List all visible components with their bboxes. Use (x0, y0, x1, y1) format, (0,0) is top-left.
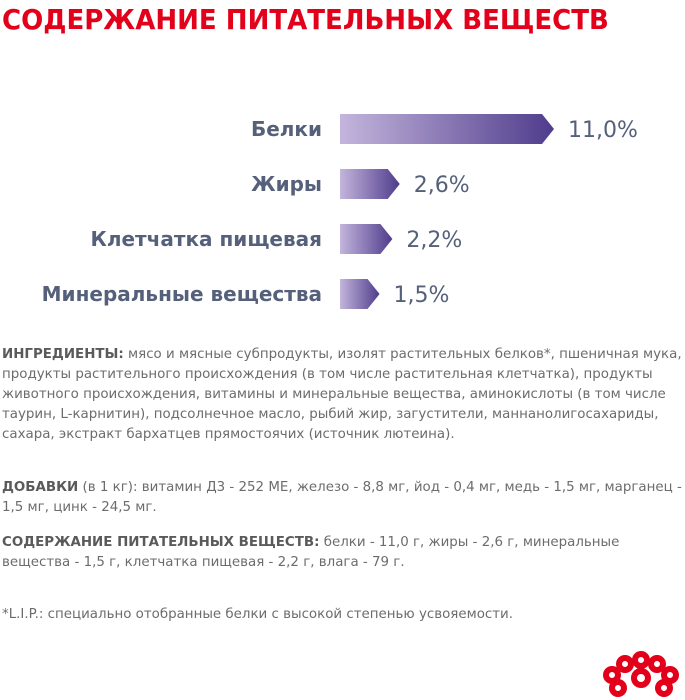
nutrients-label: СОДЕРЖАНИЕ ПИТАТЕЛЬНЫХ ВЕЩЕСТВ: (2, 535, 320, 550)
nutrients-paragraph (2, 533, 682, 573)
ingredients-text: мясо и мясные субпродукты, изолят растительных белков*, пшеничная мука, продукты растительного происхождения (в том числе растительная клетчатка), продукты животного происхождения, витамины и минеральные вещества, аминокислоты (в том числе таурин, L-карнитин), подсолнечное масло, рыбий жир, загустители, маннанолигосахариды, сахара, экстракт бархатцев прямостоячих (источник лютеина). (2, 347, 682, 442)
additives-label: ДОБАВКИ (2, 480, 79, 495)
ingredients-label: ИНГРЕДИЕНТЫ: (2, 347, 124, 362)
value-label: 11,0% (568, 118, 638, 143)
page-title: СОДЕРЖАНИЕ ПИТАТЕЛЬНЫХ ВЕЩЕСТВ (2, 3, 609, 36)
category-label: Белки (250, 117, 322, 141)
bar (340, 169, 400, 199)
ingredients-paragraph (2, 345, 682, 445)
additives-text: витамин Д3 - 252 МЕ, железо - 8,8 мг, йод - 0,4 мг, медь - 1,5 мг, марганец - 1,5 мг, цинк - 24,5 мг. (2, 480, 682, 515)
footnote: *L.I.P.: специально отобранные белки с высокой степенью усвояемости. (2, 607, 514, 622)
value-label: 1,5% (393, 283, 450, 308)
category-label: Клетчатка пищевая (90, 227, 322, 251)
category-label: Минеральные вещества (41, 282, 322, 306)
bar (340, 224, 392, 254)
additives-label-suffix: (в 1 кг): (78, 480, 138, 495)
additives-paragraph (2, 478, 682, 518)
bar (340, 114, 554, 144)
value-label: 2,2% (406, 228, 463, 253)
value-label: 2,6% (413, 173, 470, 198)
royal-crown-icon (598, 650, 685, 700)
nutrient-bar-chart (0, 100, 685, 320)
category-label: Жиры (251, 172, 322, 196)
nutrients-text: белки - 11,0 г, жиры - 2,6 г, минеральные вещества - 1,5 г, клетчатка пищевая - 2,2 г, влага - 79 г. (2, 535, 620, 570)
bar (340, 279, 380, 309)
